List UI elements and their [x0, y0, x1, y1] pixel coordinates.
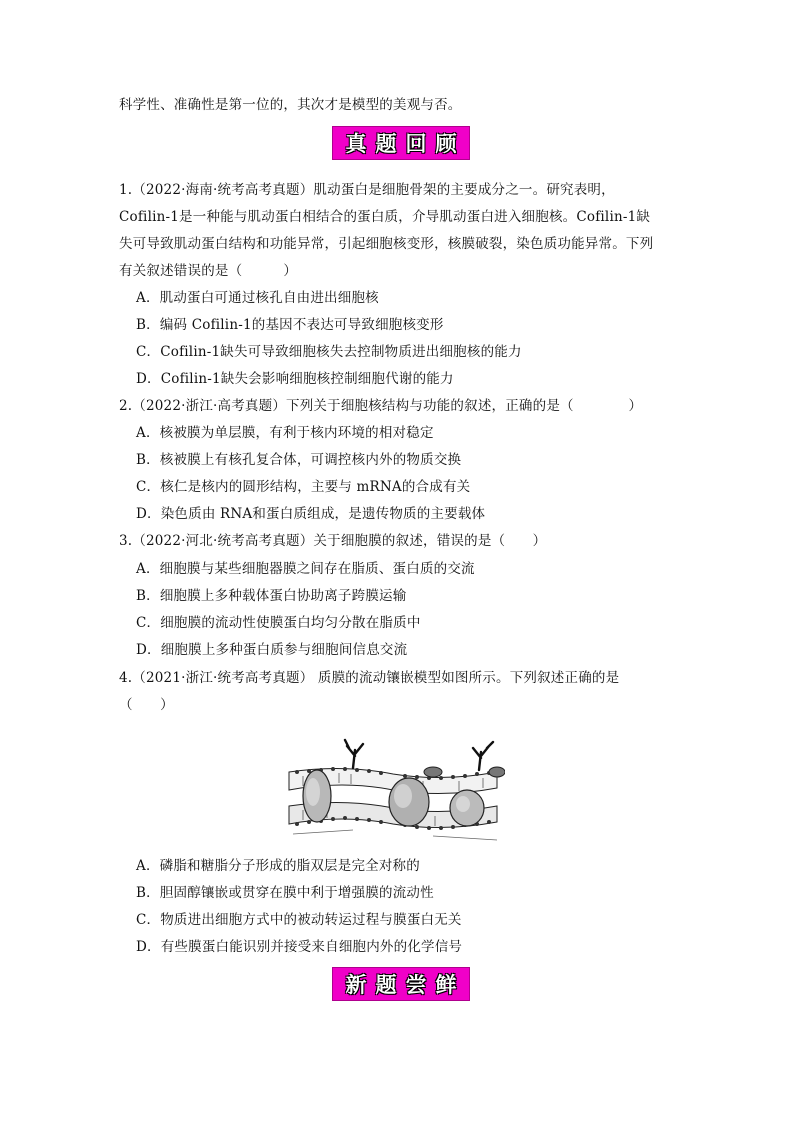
question-3-stem: 3.（2022·河北·统考高考真题）关于细胞膜的叙述，错误的是（ ） [119, 533, 547, 549]
membrane-diagram [283, 736, 505, 844]
question-1-option-c[interactable]: C．Cofilin-1缺失可导致细胞核失去控制物质进出细胞核的能力 [136, 344, 522, 360]
question-3-option-a[interactable]: A．细胞膜与某些细胞器膜之间存在脂质、蛋白质的交流 [136, 561, 475, 577]
banner-char: 新 [345, 973, 367, 997]
banner-char: 回 [405, 132, 427, 156]
question-1-option-b[interactable]: B．编码 Cofilin-1的基因不表达可导致细胞核变形 [136, 317, 444, 333]
question-4-option-b[interactable]: B．胆固醇镶嵌或贯穿在膜中利于增强膜的流动性 [136, 885, 434, 901]
question-4-option-c[interactable]: C．物质进出细胞方式中的被动转运过程与膜蛋白无关 [136, 912, 462, 928]
banner-char: 题 [375, 132, 397, 156]
banner-char: 顾 [435, 132, 457, 156]
question-1-stem: 失可导致肌动蛋白结构和功能异常，引起细胞核变形，核膜破裂，染色质功能异常。下列 [119, 236, 654, 252]
question-1-stem: 1.（2022·海南·统考高考真题）肌动蛋白是细胞骨架的主要成分之一。研究表明， [119, 182, 615, 198]
question-2-option-d[interactable]: D．染色质由 RNA和蛋白质组成，是遗传物质的主要载体 [136, 506, 486, 522]
banner-char: 真 [345, 132, 367, 156]
question-4-option-a[interactable]: A．磷脂和糖脂分子形成的脂双层是完全对称的 [136, 858, 420, 874]
question-2-option-a[interactable]: A．核被膜为单层膜，有利于核内环境的相对稳定 [136, 425, 434, 441]
banner-char: 尝 [405, 973, 427, 997]
question-4-option-d[interactable]: D．有些膜蛋白能识别并接受来自细胞内外的化学信号 [136, 939, 463, 955]
banner-review [332, 126, 470, 160]
question-2-option-b[interactable]: B．核被膜上有核孔复合体，可调控核内外的物质交换 [136, 452, 462, 468]
banner-new [332, 967, 470, 1001]
question-1-stem: Cofilin-1是一种能与肌动蛋白相结合的蛋白质，介导肌动蛋白进入细胞核。Cofilin-1缺 [119, 209, 651, 225]
banner-char: 鲜 [435, 973, 457, 997]
question-4-stem: 4.（2021·浙江·统考高考真题） 质膜的流动镶嵌模型如图所示。下列叙述正确的是 [119, 670, 620, 686]
question-4-stem: （ ） [119, 697, 174, 713]
intro-line: 科学性、准确性是第一位的，其次才是模型的美观与否。 [119, 97, 462, 113]
banner-char: 题 [375, 973, 397, 997]
question-1-option-d[interactable]: D．Cofilin-1缺失会影响细胞核控制细胞代谢的能力 [136, 371, 454, 387]
question-3-option-b[interactable]: B．细胞膜上多种载体蛋白协助离子跨膜运输 [136, 588, 407, 604]
question-1-option-a[interactable]: A．肌动蛋白可通过核孔自由进出细胞核 [136, 290, 379, 306]
question-3-option-c[interactable]: C．细胞膜的流动性使膜蛋白均匀分散在脂质中 [136, 615, 421, 631]
question-2-option-c[interactable]: C．核仁是核内的圆形结构，主要与 mRNA的合成有关 [136, 479, 471, 495]
question-1-stem: 有关叙述错误的是（ ） [119, 263, 298, 279]
question-2-stem: 2.（2022·浙江·高考真题）下列关于细胞核结构与功能的叙述，正确的是（ ） [119, 398, 643, 414]
question-3-option-d[interactable]: D．细胞膜上多种蛋白质参与细胞间信息交流 [136, 642, 408, 658]
